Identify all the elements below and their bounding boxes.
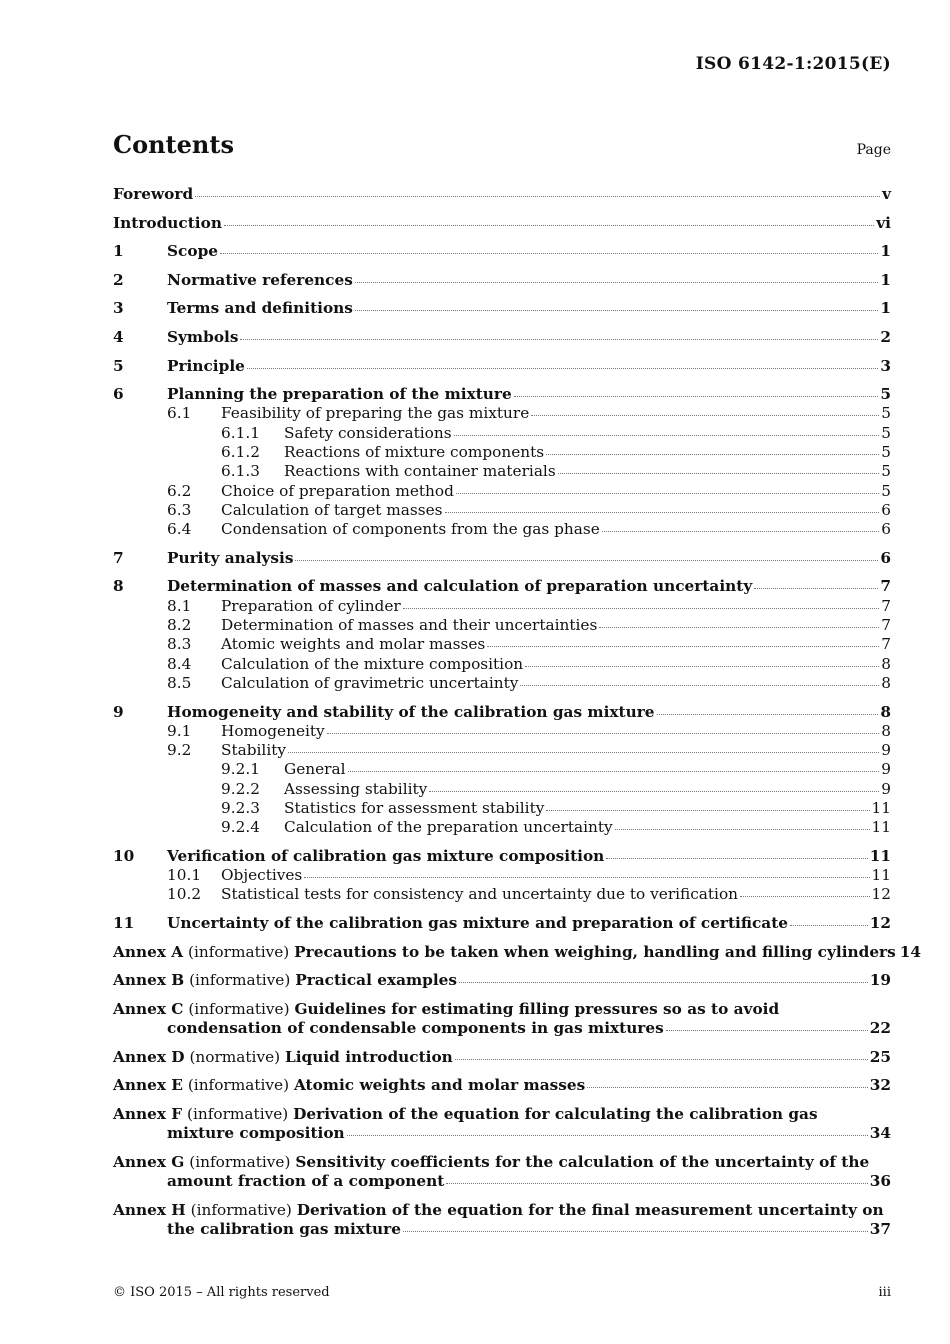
- annex-page: 32: [869, 1076, 891, 1095]
- copyright-notice: © ISO 2015 – All rights reserved: [113, 1285, 330, 1300]
- annex-label: Annex B: [113, 971, 185, 990]
- toc-entry[interactable]: [113, 299, 891, 318]
- toc-entry-title: Objectives: [221, 866, 303, 885]
- annex-heading: [113, 1105, 891, 1124]
- toc-entry-title: Reactions of mixture components: [284, 443, 545, 462]
- toc-entry-number: 9.2.2: [221, 779, 260, 798]
- toc-entry-number: 8.4: [167, 654, 192, 673]
- dot-leader: [546, 454, 879, 455]
- annex-kind: (informative): [189, 971, 291, 990]
- toc-entry-title: Stability: [221, 741, 287, 760]
- toc-entry-title: Purity analysis: [167, 548, 294, 567]
- toc-entry[interactable]: [113, 722, 891, 741]
- toc-entry-page: v: [882, 185, 891, 203]
- toc-entry-title: Preparation of cylinder: [221, 596, 401, 615]
- dot-leader: [446, 1183, 867, 1184]
- toc-entry-title: Determination of masses and their uncertainties: [221, 616, 598, 635]
- annex-page: 19: [869, 971, 891, 990]
- dot-leader: [615, 829, 870, 830]
- annex-heading: [113, 1076, 585, 1095]
- toc-entry-title: Feasibility of preparing the gas mixture: [221, 404, 530, 423]
- dot-leader: [429, 791, 879, 792]
- toc-entry-page: 7: [880, 577, 891, 596]
- annex-title-line2: condensation of condensable components in gas mixtures: [167, 1019, 664, 1038]
- dot-leader: [587, 1087, 868, 1088]
- toc-entry-page: 1: [880, 242, 891, 261]
- toc-entry-page: 8: [881, 721, 891, 740]
- toc-entry-page: 5: [881, 404, 891, 423]
- annex-title-continuation: [113, 1124, 891, 1143]
- toc-entry-title: Normative references: [167, 270, 353, 289]
- toc-entry[interactable]: [113, 597, 891, 616]
- annex-heading: [113, 943, 896, 962]
- dot-leader: [348, 771, 880, 772]
- toc-entry-title: Calculation of target masses: [221, 500, 443, 519]
- toc-entry[interactable]: [113, 780, 891, 799]
- toc-entry-number: 8.3: [167, 635, 192, 654]
- toc-entry-number: 5: [113, 356, 124, 375]
- toc-entry-title: Safety considerations: [284, 423, 452, 442]
- toc-entry-page: 1: [880, 299, 891, 318]
- dot-leader: [288, 752, 879, 753]
- annex-title-line2: mixture composition: [167, 1124, 345, 1143]
- toc-entry[interactable]: [113, 760, 891, 779]
- toc-entry-number: 9.2.3: [221, 798, 260, 817]
- annex-page: 36: [869, 1172, 891, 1191]
- toc-entry-number: 9.2: [167, 741, 192, 760]
- toc-entry[interactable]: [113, 185, 891, 204]
- toc-entry-page: 11: [871, 798, 891, 817]
- toc-entry-title: Foreword: [113, 185, 194, 203]
- toc-entry-number: 9.2.1: [221, 760, 260, 779]
- dot-leader: [666, 1030, 868, 1031]
- dot-leader: [754, 588, 878, 589]
- toc-entry-number: 8.1: [167, 596, 192, 615]
- toc-entry-number: 8: [113, 577, 124, 596]
- toc-entry-page: 3: [880, 356, 891, 375]
- toc-entry[interactable]: [113, 462, 891, 481]
- toc-entry[interactable]: [113, 549, 891, 568]
- dot-leader: [487, 646, 879, 647]
- toc-entry-title: Verification of calibration gas mixture composition: [167, 846, 605, 865]
- toc-entry-title: Scope: [167, 242, 218, 261]
- dot-leader: [220, 253, 878, 254]
- annex-heading: [113, 971, 457, 990]
- document-id: ISO 6142-1:2015(E): [695, 54, 891, 74]
- toc-entry-title: Homogeneity and stability of the calibration gas mixture: [167, 702, 655, 721]
- toc-entry-title: Calculation of the preparation uncertainty: [284, 818, 613, 837]
- toc-entry-page: 5: [880, 385, 891, 404]
- annex-label: Annex E: [113, 1076, 183, 1095]
- annex-title: Precautions to be taken when weighing, handling and filling cylinders: [294, 942, 896, 961]
- toc-entry-page: 5: [881, 462, 891, 481]
- annex-kind: (informative): [187, 1076, 290, 1095]
- annex-heading: [113, 1201, 891, 1220]
- annex-label: Annex G: [113, 1152, 185, 1171]
- dot-leader: [445, 512, 880, 513]
- annex-page: 14: [899, 942, 922, 961]
- toc-entry-page: 7: [881, 596, 891, 615]
- annex-title: Derivation of the equation for calculating the calibration gas: [293, 1104, 818, 1123]
- toc-entry-page: 8: [881, 673, 891, 692]
- toc-entry[interactable]: [113, 271, 891, 290]
- dot-leader: [456, 493, 879, 494]
- toc-entry[interactable]: [113, 328, 891, 347]
- toc-entry[interactable]: [113, 866, 891, 885]
- toc-entry[interactable]: [113, 214, 891, 233]
- annex-title: Derivation of the equation for the final measurement uncertainty on: [296, 1200, 884, 1219]
- toc-entry-number: 10: [113, 846, 135, 865]
- toc-entry-page: 7: [881, 616, 891, 635]
- annex-kind: (informative): [188, 999, 290, 1018]
- page-number: iii: [878, 1285, 891, 1300]
- annex-page: 22: [869, 1019, 891, 1038]
- toc-entry-page: 12: [871, 885, 891, 904]
- dot-leader: [347, 1135, 868, 1136]
- toc-entry[interactable]: [113, 616, 891, 635]
- toc-entry-title: Choice of preparation method: [221, 481, 454, 500]
- toc-entry[interactable]: [113, 357, 891, 376]
- toc-entry[interactable]: [113, 847, 891, 866]
- toc-entry-title: Homogeneity: [221, 721, 325, 740]
- toc-entry-number: 9.1: [167, 721, 192, 740]
- toc-entry[interactable]: [113, 385, 891, 404]
- page-column-label: Page: [856, 142, 891, 158]
- annex-kind: (normative): [189, 1047, 281, 1066]
- annex-title-continuation: [113, 1019, 891, 1038]
- annex-label: Annex H: [113, 1200, 186, 1219]
- toc-entry-title: Introduction: [113, 213, 222, 232]
- toc-entry-page: 9: [881, 779, 891, 798]
- dot-leader: [403, 608, 880, 609]
- toc-entry-page: 7: [881, 635, 891, 654]
- toc-entry-number: 6: [113, 385, 124, 404]
- annex-kind: (informative): [190, 1200, 292, 1219]
- toc-annex-entry[interactable]: [113, 1076, 891, 1095]
- page-title: Contents: [113, 130, 234, 159]
- table-of-contents: [113, 185, 922, 1239]
- toc-entry-title: Calculation of gravimetric uncertainty: [221, 673, 519, 692]
- annex-heading: [113, 1153, 891, 1172]
- toc-entry[interactable]: [113, 501, 891, 520]
- toc-entry-page: 8: [881, 654, 891, 673]
- toc-entry[interactable]: [113, 741, 891, 760]
- toc-entry-page: vi: [876, 213, 891, 232]
- toc-entry-page: 9: [881, 741, 891, 760]
- toc-entry-number: 4: [113, 327, 124, 346]
- toc-entry-number: 10.2: [167, 885, 202, 904]
- dot-leader: [558, 473, 880, 474]
- toc-entry-number: 9: [113, 702, 124, 721]
- toc-entry-number: 6.3: [167, 500, 192, 519]
- toc-entry-page: 2: [880, 327, 891, 346]
- toc-entry-number: 6.1.3: [221, 462, 260, 481]
- annex-title-continuation: [113, 1220, 891, 1239]
- toc-entry-number: 6.1.2: [221, 443, 260, 462]
- toc-entry-page: 6: [881, 500, 891, 519]
- toc-entry-number: 9.2.4: [221, 818, 260, 837]
- dot-leader: [459, 982, 868, 983]
- annex-page: 34: [869, 1124, 891, 1143]
- dot-leader: [304, 877, 869, 878]
- toc-entry-title: Statistics for assessment stability: [284, 798, 545, 817]
- toc-entry-page: 8: [880, 702, 891, 721]
- dot-leader: [531, 415, 879, 416]
- annex-title: Liquid introduction: [284, 1047, 453, 1066]
- toc-entry-title: Condensation of components from the gas phase: [221, 520, 600, 539]
- dot-leader: [599, 627, 879, 628]
- dot-leader: [514, 396, 879, 397]
- dot-leader: [240, 339, 878, 340]
- annex-label: Annex C: [113, 999, 184, 1018]
- annex-title-line2: amount fraction of a component: [167, 1172, 445, 1191]
- toc-entry-number: 7: [113, 548, 124, 567]
- annex-kind: (informative): [187, 1104, 289, 1123]
- toc-entry-page: 1: [880, 270, 891, 289]
- toc-entry-page: 5: [881, 423, 891, 442]
- annex-label: Annex D: [113, 1047, 185, 1066]
- annex-title-line2: the calibration gas mixture: [167, 1220, 401, 1238]
- annex-label: Annex A: [113, 942, 184, 961]
- toc-entry-page: 9: [881, 760, 891, 779]
- toc-entry-number: 3: [113, 299, 124, 318]
- toc-entry-title: Terms and definitions: [167, 299, 353, 318]
- toc-entry-title: Assessing stability: [284, 779, 428, 798]
- toc-entry-number: 6.1.1: [221, 423, 260, 442]
- toc-entry-number: 6.4: [167, 520, 192, 539]
- toc-annex-entry[interactable]: [113, 971, 891, 990]
- dot-leader: [602, 531, 879, 532]
- annex-page: 25: [869, 1047, 891, 1066]
- toc-entry-title: Planning the preparation of the mixture: [167, 385, 512, 404]
- dot-leader: [247, 368, 878, 369]
- toc-entry[interactable]: [113, 655, 891, 674]
- toc-entry[interactable]: [113, 799, 891, 818]
- toc-entry-number: 6.2: [167, 481, 192, 500]
- toc-entry-title: Principle: [167, 356, 245, 375]
- toc-entry-title: Determination of masses and calculation of preparation uncertainty: [167, 577, 753, 596]
- annex-title: Practical examples: [295, 971, 458, 990]
- toc-entry-number: 11: [113, 914, 135, 933]
- toc-entry-title: Calculation of the mixture composition: [221, 654, 524, 673]
- dot-leader: [454, 435, 880, 436]
- toc-entry-title: Atomic weights and molar masses: [221, 635, 486, 654]
- toc-entry[interactable]: [113, 914, 891, 933]
- toc-entry[interactable]: [113, 482, 891, 501]
- dot-leader: [525, 666, 879, 667]
- toc-entry-title: Reactions with container materials: [284, 462, 556, 481]
- toc-entry-page: 11: [871, 866, 891, 885]
- dot-leader: [224, 225, 874, 226]
- annex-kind: (informative): [188, 942, 290, 961]
- toc-annex-entry[interactable]: [113, 1048, 891, 1067]
- toc-entry-number: 1: [113, 242, 124, 261]
- toc-entry[interactable]: [113, 818, 891, 837]
- toc-annex-entry[interactable]: [113, 1201, 891, 1240]
- dot-leader: [606, 858, 867, 859]
- toc-annex-entry[interactable]: [113, 1000, 891, 1039]
- toc-annex-entry[interactable]: [113, 1105, 891, 1144]
- dot-leader: [657, 714, 879, 715]
- annex-label: Annex F: [113, 1104, 183, 1123]
- annex-title: Atomic weights and molar masses: [293, 1076, 586, 1095]
- toc-entry-title: Uncertainty of the calibration gas mixture and preparation of certificate: [167, 914, 789, 933]
- toc-entry[interactable]: [113, 635, 891, 654]
- toc-entry[interactable]: [113, 520, 891, 539]
- toc-annex-entry[interactable]: [113, 942, 922, 962]
- toc-entry[interactable]: [113, 242, 891, 261]
- toc-entry-page: 6: [881, 520, 891, 539]
- toc-entry-page: 11: [871, 818, 891, 837]
- dot-leader: [740, 896, 870, 897]
- dot-leader: [546, 810, 869, 811]
- toc-entry-number: 2: [113, 270, 124, 289]
- dot-leader: [520, 685, 879, 686]
- toc-entry-page: 5: [881, 443, 891, 462]
- dot-leader: [195, 196, 880, 197]
- annex-title: Sensitivity coefficients for the calculation of the uncertainty of the: [295, 1152, 870, 1171]
- toc-entry[interactable]: [113, 424, 891, 443]
- annex-kind: (informative): [189, 1152, 291, 1171]
- dot-leader: [355, 282, 879, 283]
- toc-entry-title: Statistical tests for consistency and uncertainty due to verification: [221, 885, 739, 904]
- toc-entry[interactable]: [113, 577, 891, 596]
- annex-title-continuation: [113, 1172, 891, 1191]
- toc-entry-page: 11: [869, 846, 891, 865]
- toc-annex-entry[interactable]: [113, 1153, 891, 1192]
- toc-entry-number: 6.1: [167, 404, 192, 423]
- toc-entry-title: General: [284, 760, 346, 779]
- toc-entry[interactable]: [113, 885, 891, 904]
- toc-entry[interactable]: [113, 703, 891, 722]
- dot-leader: [403, 1231, 868, 1232]
- toc-entry-number: 8.2: [167, 616, 192, 635]
- toc-entry[interactable]: [113, 443, 891, 462]
- dot-leader: [327, 733, 880, 734]
- toc-entry-number: 8.5: [167, 673, 192, 692]
- dot-leader: [455, 1059, 868, 1060]
- dot-leader: [295, 560, 878, 561]
- toc-entry-page: 5: [881, 481, 891, 500]
- toc-entry-number: 10.1: [167, 866, 202, 885]
- dot-leader: [790, 925, 868, 926]
- annex-page: 37: [869, 1220, 891, 1238]
- toc-entry-page: 12: [869, 914, 891, 933]
- toc-entry-title: Symbols: [167, 327, 239, 346]
- toc-entry-page: 6: [880, 548, 891, 567]
- annex-heading: [113, 1048, 453, 1067]
- toc-entry[interactable]: [113, 674, 891, 693]
- annex-title: Guidelines for estimating filling pressures so as to avoid: [294, 999, 780, 1018]
- annex-heading: [113, 1000, 891, 1019]
- toc-entry[interactable]: [113, 404, 891, 423]
- dot-leader: [355, 310, 878, 311]
